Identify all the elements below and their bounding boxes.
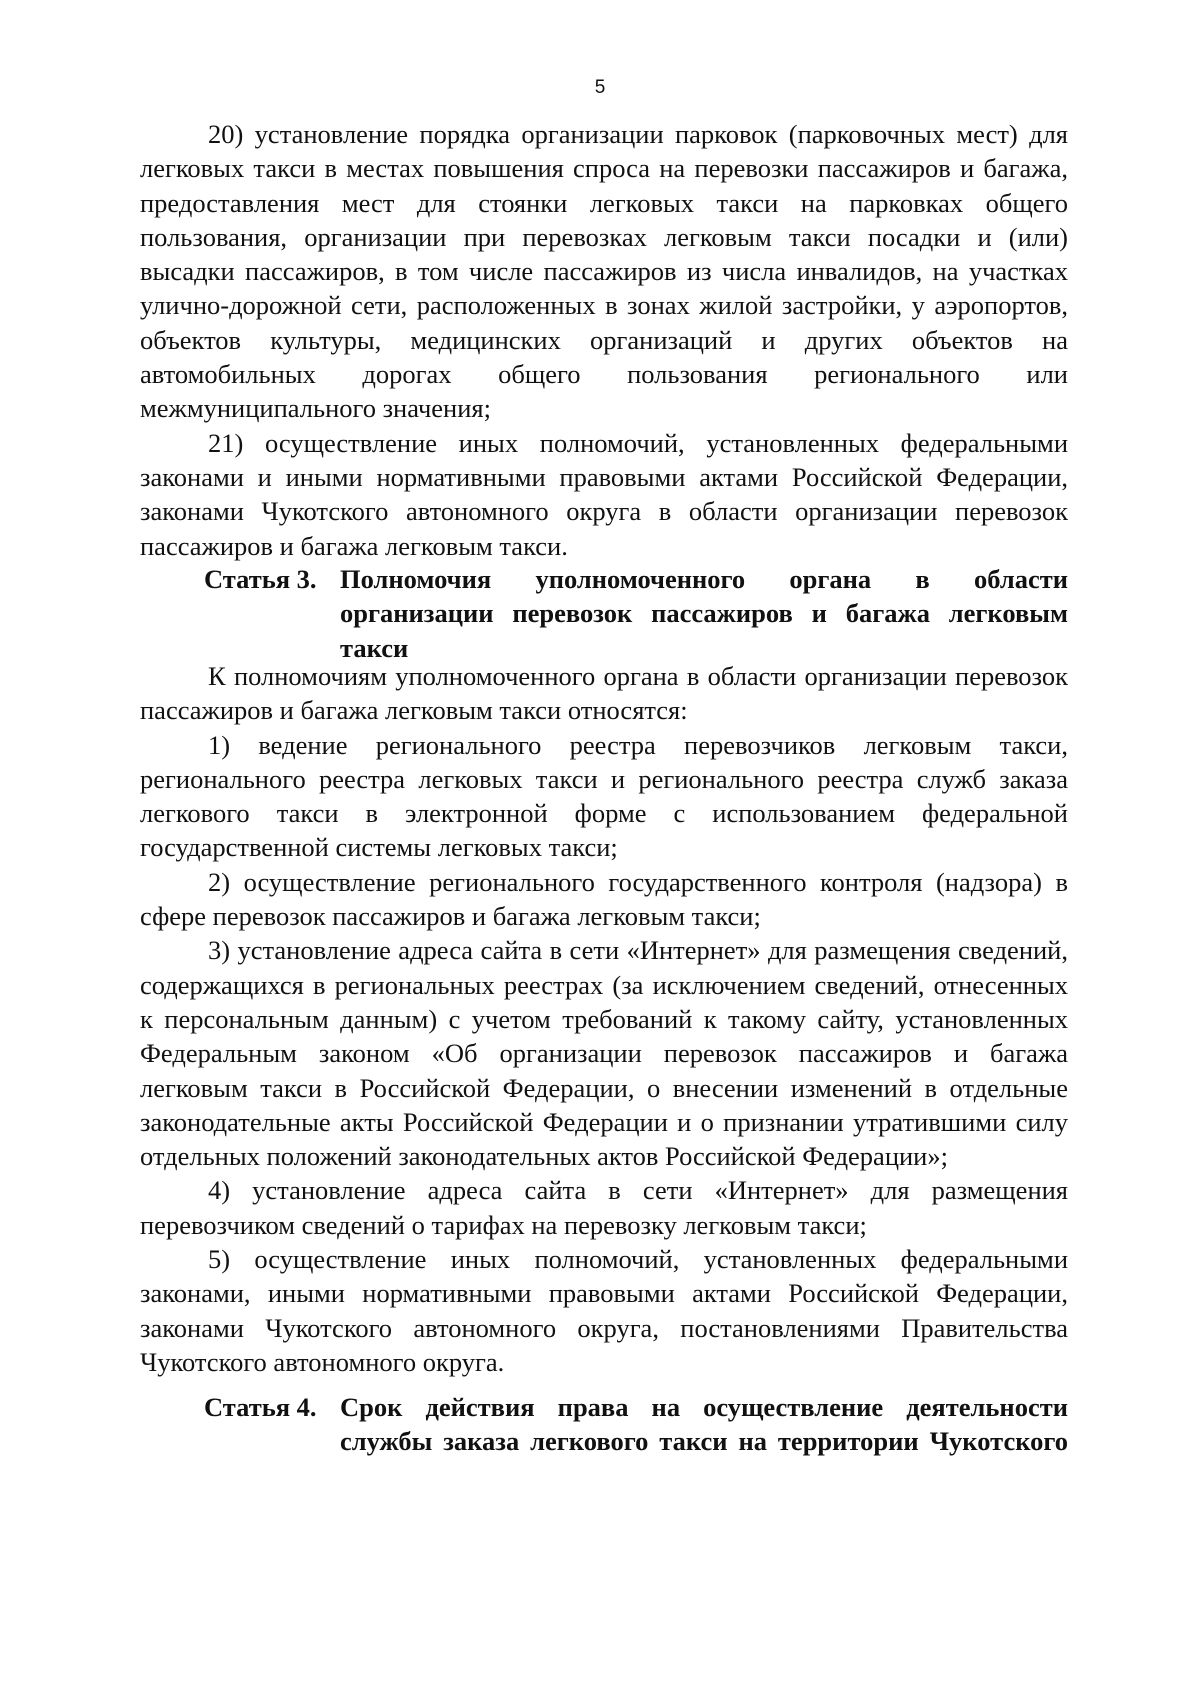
paragraph-item-3: 3) установление адреса сайта в сети «Интернет» для размещения сведений, содержащихся в региональных реестрах (за исключением сведений, отнесенных к персональным данным) с учетом требований к такому сайту, установленных Федеральным законом «Об организации перевозок пассажиров и багажа легковым такси в Российской Федерации, о внесении изменений в отдельные законодательные акты Российской Федерации и о признании утратившими силу отдельных положений законодательных актов Российской Федерации»; [140,935,1068,1172]
paragraph-item-1: 1) ведение регионального реестра перевозчиков легковым такси, регионального реестра легковых такси и регионального реестра служб заказа легкового такси в электронной форме с использованием федеральной государственной системы легковых такси; [140,729,1068,863]
article-3-number: Статья 3. [204,564,317,594]
paragraph-item-5: 5) осуществление иных полномочий, установленных федеральными законами, иными нормативными правовыми актами Российской Федерации, законами Чукотского автономного округа, постановлениями Правительства Чукотского автономного округа. [140,1244,1068,1377]
article-3-heading [204,562,1068,665]
paragraph-intro: К полномочиям уполномоченного органа в области организации перевозок пассажиров и багажа легковым такси относятся: [140,661,1068,726]
article-3-title: Полномочия уполномоченного органа в области организации перевозок пассажиров и багажа легковым такси [340,564,1068,663]
page-number: 5 [594,77,606,98]
article-4-title: Срок действия права на осуществление деятельности службы заказа легкового такси на территории Чукотского [340,1392,1068,1457]
paragraph-block-1 [140,117,1068,563]
paragraph-item-2: 2) осуществление регионального государственного контроля (надзора) в сфере перевозок пассажиров и багажа легковым такси; [140,866,1068,932]
article-4-heading [204,1390,1068,1459]
article-4-number: Статья 4. [204,1392,317,1422]
paragraph-item-21: 21) осуществление иных полномочий, установленных федеральными законами и иными нормативными правовыми актами Российской Федерации, законами Чукотского автономного округа в области организации перевозок пассажиров и багажа легковым такси. [140,427,1068,561]
paragraph-block-2 [140,659,1068,1379]
paragraph-item-20: 20) установление порядка организации парковок (парковочных мест) для легковых такси в местах повышения спроса на перевозки пассажиров и багажа, предоставления мест для стоянки легковых такси на парковках общего пользования, организации при перевозках легковым такси посадки и (или) высадки пассажиров, в том числе пассажиров из числа инвалидов, на участках улично-дорожной сети, расположенных в зонах жилой застройки, у аэропортов, объектов культуры, медицинских организаций и других объектов на автомобильных дорогах общего пользования регионального или межмуниципального значения; [140,119,1068,424]
paragraph-item-4: 4) установление адреса сайта в сети «Интернет» для размещения перевозчиком сведений о тарифах на перевозку легковым такси; [140,1175,1068,1240]
